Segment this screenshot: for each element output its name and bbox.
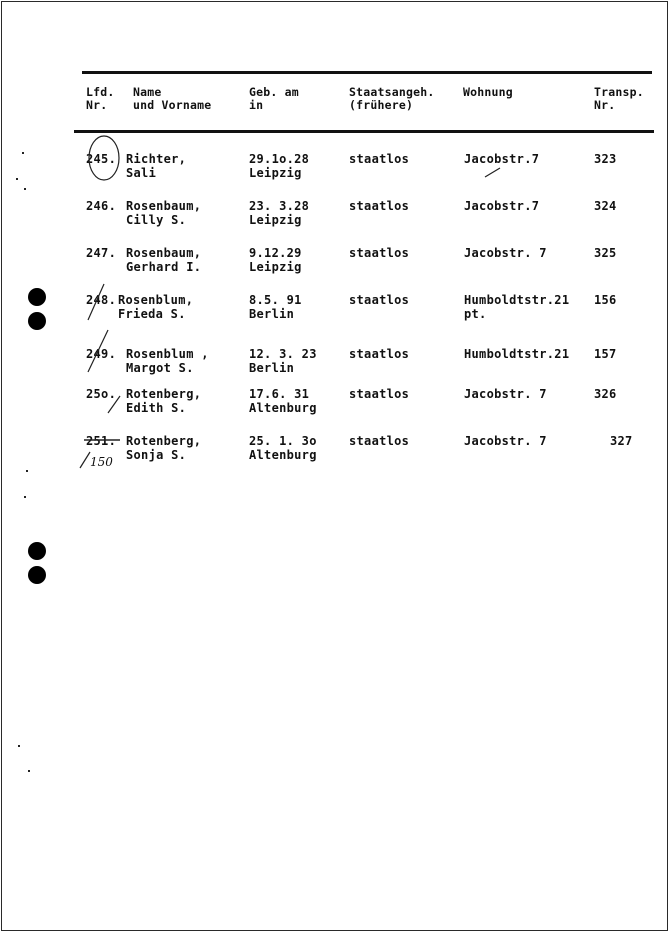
tick-mark: [485, 168, 500, 177]
nationality: staatlos: [349, 152, 410, 166]
nationality: staatlos: [349, 199, 410, 213]
address: Jacobstr. 7: [464, 246, 547, 260]
person-name: Rosenblum , Margot S.: [126, 347, 209, 375]
row-number: 247.: [86, 246, 117, 260]
transport-number: 325: [594, 246, 617, 260]
person-name: Rosenbaum, Gerhard I.: [126, 246, 202, 274]
header-transp: Transp. Nr.: [594, 85, 644, 112]
address: Jacobstr. 7: [464, 387, 547, 401]
address: Jacobstr.7: [464, 152, 540, 166]
row-number: 251.: [86, 434, 117, 448]
birth-info: 25. 1. 3o Altenburg: [249, 434, 317, 462]
nationality: staatlos: [349, 293, 410, 307]
header-geb: Geb. am in: [249, 85, 299, 112]
tick-mark: [108, 396, 120, 413]
person-name: Rosenblum, Frieda S.: [118, 293, 194, 321]
address: Jacobstr. 7: [464, 434, 547, 448]
person-name: Rotenberg, Sonja S.: [126, 434, 202, 462]
row-number: 246.: [86, 199, 117, 213]
tick-mark: [88, 330, 108, 372]
transport-number: 156: [594, 293, 617, 307]
birth-info: 8.5. 91 Berlin: [249, 293, 302, 321]
row-number: 25o.: [86, 387, 117, 401]
header-wohnung: Wohnung: [463, 85, 513, 99]
tick-mark: [80, 452, 90, 468]
person-name: Richter, Sali: [126, 152, 187, 180]
row-number: 249.: [86, 347, 117, 361]
address: Humboldtstr.21 pt.: [464, 293, 570, 321]
header-lfd-nr: Lfd. Nr.: [86, 85, 115, 112]
row-number: 245.: [86, 152, 117, 166]
circle-mark: [89, 136, 119, 180]
row-number: 248.: [86, 293, 117, 307]
transport-number: 327: [610, 434, 633, 448]
header-name: Name und Vorname: [133, 85, 212, 112]
transport-number: 323: [594, 152, 617, 166]
nationality: staatlos: [349, 434, 410, 448]
birth-info: 9.12.29 Leipzig: [249, 246, 302, 274]
birth-info: 23. 3.28 Leipzig: [249, 199, 310, 227]
nationality: staatlos: [349, 387, 410, 401]
address: Humboldtstr.21: [464, 347, 570, 361]
handwritten-number: 150: [90, 455, 113, 469]
birth-info: 29.1o.28 Leipzig: [249, 152, 310, 180]
person-name: Rosenbaum, Cilly S.: [126, 199, 202, 227]
address: Jacobstr.7: [464, 199, 540, 213]
nationality: staatlos: [349, 246, 410, 260]
birth-info: 12. 3. 23 Berlin: [249, 347, 317, 375]
transport-number: 157: [594, 347, 617, 361]
transport-number: 324: [594, 199, 617, 213]
tick-mark: [88, 284, 104, 320]
header-staatsangeh: Staatsangeh. (frühere): [349, 85, 435, 112]
person-name: Rotenberg, Edith S.: [126, 387, 202, 415]
nationality: staatlos: [349, 347, 410, 361]
transport-number: 326: [594, 387, 617, 401]
birth-info: 17.6. 31 Altenburg: [249, 387, 317, 415]
